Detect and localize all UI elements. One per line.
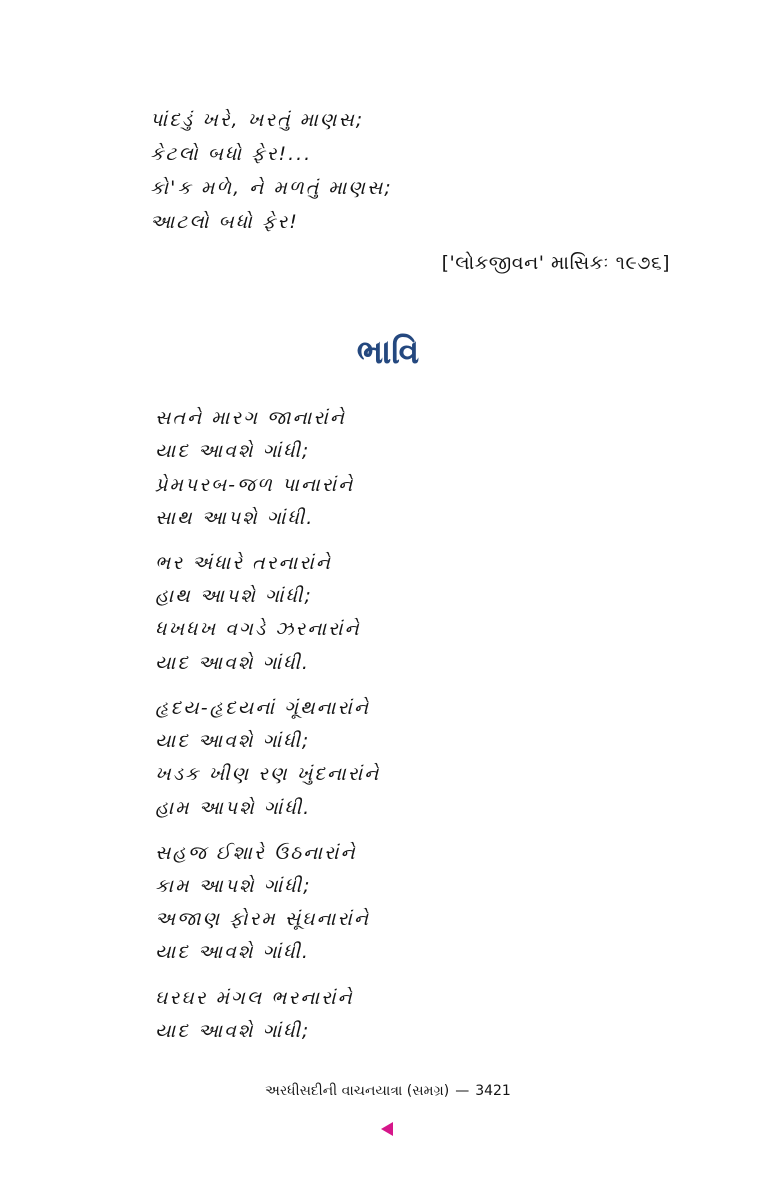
- poem-line: પાંદડું ખરે, ખરતું માણસ;: [150, 109, 365, 131]
- page-number: 3421: [475, 1083, 511, 1099]
- poem-line: કો'ક મળે, ને મળતું માણસ;: [150, 177, 393, 199]
- poem-line: યાદ આવશે ગાંધી.: [155, 941, 310, 963]
- poem-line: યાદ આવશે ગાંધી;: [155, 1020, 311, 1042]
- previous-page-icon[interactable]: [381, 1122, 393, 1136]
- poem-line: હાથ આપશે ગાંધી;: [155, 585, 313, 607]
- poem-line: હૃદય-હૃદયનાં ગૂંથનારાંને: [155, 697, 370, 719]
- poem-line: હામ આપશે ગાંધી.: [155, 797, 312, 819]
- source-citation: ['લોકજીવન' માસિકઃ ૧૯૭૬]: [441, 252, 670, 274]
- poem-line: કામ આપશે ગાંધી;: [155, 875, 312, 897]
- poem-line: ઘરઘર મંગલ ભરનારાંને: [155, 987, 354, 1009]
- page-footer: [0, 1081, 776, 1101]
- poem-title: ભાવિ: [356, 332, 420, 371]
- poem-line: ધખધખ વગડે ઝરનારાંને: [155, 618, 361, 640]
- poem-line: ખડક ખીણ રણ ખુંદનારાંને: [155, 763, 381, 785]
- poem-line: પ્રેમપરબ-જળ પાનારાંને: [155, 474, 355, 496]
- poem-line: આટલો બધો ફેર!: [150, 211, 299, 233]
- footer-separator: —: [455, 1083, 470, 1099]
- book-title: અરધીસદીની વાચનયાત્રા (સમગ્ર): [265, 1083, 450, 1099]
- poem-line: સહજ ઈશારે ઉઠનારાંને: [155, 842, 357, 864]
- poem-line: સાથ આપશે ગાંધી.: [155, 507, 315, 529]
- poem-line: સતને મારગ જાનારાંને: [155, 407, 346, 429]
- poem-line: યાદ આવશે ગાંધી;: [155, 730, 311, 752]
- poem-line: કેટલો બધો ફેર!...: [150, 143, 313, 165]
- poem-line: યાદ આવશે ગાંધી.: [155, 652, 310, 674]
- poem-line: યાદ આવશે ગાંધી;: [155, 440, 311, 462]
- poem-line: ભર અંધારે તરનારાંને: [155, 552, 332, 574]
- poem-line: અજાણ ફોરમ સૂંઘનારાંને: [155, 908, 370, 930]
